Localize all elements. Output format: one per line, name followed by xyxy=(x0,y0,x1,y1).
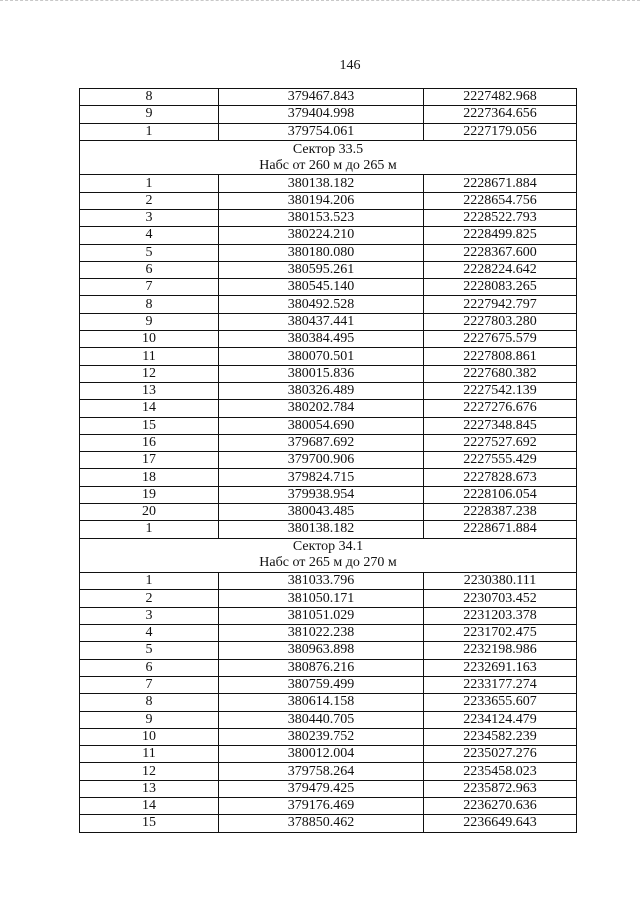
y-coordinate-cell: 2236270.636 xyxy=(424,797,577,814)
point-number-cell: 1 xyxy=(80,573,219,590)
point-number-cell: 18 xyxy=(80,469,219,486)
table-row xyxy=(80,417,577,434)
table-row xyxy=(80,279,577,296)
y-coordinate-cell: 2227675.579 xyxy=(424,331,577,348)
point-number-cell: 5 xyxy=(80,642,219,659)
x-coordinate-cell: 380492.528 xyxy=(219,296,424,313)
point-number-cell: 13 xyxy=(80,382,219,399)
x-coordinate-cell: 380015.836 xyxy=(219,365,424,382)
y-coordinate-cell: 2231203.378 xyxy=(424,607,577,624)
sector-header-row xyxy=(80,140,577,175)
point-number-cell: 1 xyxy=(80,521,219,538)
sector-elevation-range: Набс от 260 м до 265 м xyxy=(259,157,397,173)
point-number-cell: 10 xyxy=(80,331,219,348)
table-row xyxy=(80,711,577,728)
x-coordinate-cell: 381051.029 xyxy=(219,607,424,624)
point-number-cell: 8 xyxy=(80,89,219,106)
point-number-cell: 10 xyxy=(80,728,219,745)
table-row xyxy=(80,192,577,209)
sector-header-row xyxy=(80,538,577,573)
table-row xyxy=(80,244,577,261)
table-row xyxy=(80,642,577,659)
x-coordinate-cell: 381022.238 xyxy=(219,625,424,642)
y-coordinate-cell: 2227364.656 xyxy=(424,106,577,123)
x-coordinate-cell: 381033.796 xyxy=(219,573,424,590)
point-number-cell: 14 xyxy=(80,797,219,814)
point-number-cell: 9 xyxy=(80,711,219,728)
table-row xyxy=(80,175,577,192)
table-row xyxy=(80,815,577,832)
y-coordinate-cell: 2233655.607 xyxy=(424,694,577,711)
point-number-cell: 6 xyxy=(80,659,219,676)
y-coordinate-cell: 2227527.692 xyxy=(424,434,577,451)
point-number-cell: 13 xyxy=(80,780,219,797)
table-row xyxy=(80,400,577,417)
coordinates-table xyxy=(79,88,577,833)
y-coordinate-cell: 2227808.861 xyxy=(424,348,577,365)
point-number-cell: 11 xyxy=(80,348,219,365)
x-coordinate-cell: 380138.182 xyxy=(219,521,424,538)
point-number-cell: 11 xyxy=(80,746,219,763)
x-coordinate-cell: 379754.061 xyxy=(219,123,424,140)
point-number-cell: 3 xyxy=(80,209,219,226)
point-number-cell: 15 xyxy=(80,815,219,832)
scan-border xyxy=(0,0,640,3)
point-number-cell: 8 xyxy=(80,296,219,313)
y-coordinate-cell: 2228106.054 xyxy=(424,486,577,503)
x-coordinate-cell: 380224.210 xyxy=(219,227,424,244)
point-number-cell: 9 xyxy=(80,313,219,330)
table-row xyxy=(80,573,577,590)
y-coordinate-cell: 2228671.884 xyxy=(424,521,577,538)
y-coordinate-cell: 2235027.276 xyxy=(424,746,577,763)
y-coordinate-cell: 2233177.274 xyxy=(424,676,577,693)
table-row xyxy=(80,797,577,814)
table-row xyxy=(80,746,577,763)
point-number-cell: 6 xyxy=(80,261,219,278)
x-coordinate-cell: 380239.752 xyxy=(219,728,424,745)
table-row xyxy=(80,625,577,642)
table-row xyxy=(80,590,577,607)
x-coordinate-cell: 380043.485 xyxy=(219,504,424,521)
y-coordinate-cell: 2234124.479 xyxy=(424,711,577,728)
y-coordinate-cell: 2227348.845 xyxy=(424,417,577,434)
x-coordinate-cell: 380202.784 xyxy=(219,400,424,417)
y-coordinate-cell: 2228671.884 xyxy=(424,175,577,192)
x-coordinate-cell: 379176.469 xyxy=(219,797,424,814)
y-coordinate-cell: 2227555.429 xyxy=(424,452,577,469)
x-coordinate-cell: 379404.998 xyxy=(219,106,424,123)
sector-title: Сектор 33.5 xyxy=(292,141,364,157)
page-number: 146 xyxy=(339,58,361,73)
x-coordinate-cell: 380595.261 xyxy=(219,261,424,278)
y-coordinate-cell: 2231702.475 xyxy=(424,625,577,642)
x-coordinate-cell: 380440.705 xyxy=(219,711,424,728)
x-coordinate-cell: 380876.216 xyxy=(219,659,424,676)
x-coordinate-cell: 380437.441 xyxy=(219,313,424,330)
table-row xyxy=(80,331,577,348)
point-number-cell: 12 xyxy=(80,365,219,382)
y-coordinate-cell: 2228387.238 xyxy=(424,504,577,521)
point-number-cell: 12 xyxy=(80,763,219,780)
x-coordinate-cell: 380153.523 xyxy=(219,209,424,226)
table-row xyxy=(80,504,577,521)
y-coordinate-cell: 2232198.986 xyxy=(424,642,577,659)
x-coordinate-cell: 380180.080 xyxy=(219,244,424,261)
x-coordinate-cell: 380194.206 xyxy=(219,192,424,209)
point-number-cell: 7 xyxy=(80,676,219,693)
y-coordinate-cell: 2227179.056 xyxy=(424,123,577,140)
table-row xyxy=(80,659,577,676)
point-number-cell: 9 xyxy=(80,106,219,123)
x-coordinate-cell: 381050.171 xyxy=(219,590,424,607)
y-coordinate-cell: 2234582.239 xyxy=(424,728,577,745)
y-coordinate-cell: 2228522.793 xyxy=(424,209,577,226)
x-coordinate-cell: 378850.462 xyxy=(219,815,424,832)
table-row xyxy=(80,313,577,330)
table-row xyxy=(80,365,577,382)
table-row xyxy=(80,296,577,313)
y-coordinate-cell: 2227482.968 xyxy=(424,89,577,106)
x-coordinate-cell: 380070.501 xyxy=(219,348,424,365)
y-coordinate-cell: 2232691.163 xyxy=(424,659,577,676)
point-number-cell: 3 xyxy=(80,607,219,624)
y-coordinate-cell: 2230380.111 xyxy=(424,573,577,590)
x-coordinate-cell: 380012.004 xyxy=(219,746,424,763)
x-coordinate-cell: 380138.182 xyxy=(219,175,424,192)
point-number-cell: 17 xyxy=(80,452,219,469)
table-row xyxy=(80,89,577,106)
sector-elevation-range: Набс от 265 м до 270 м xyxy=(259,555,397,571)
x-coordinate-cell: 379700.906 xyxy=(219,452,424,469)
table-row xyxy=(80,607,577,624)
y-coordinate-cell: 2227803.280 xyxy=(424,313,577,330)
y-coordinate-cell: 2227680.382 xyxy=(424,365,577,382)
table-row xyxy=(80,123,577,140)
y-coordinate-cell: 2228224.642 xyxy=(424,261,577,278)
x-coordinate-cell: 380963.898 xyxy=(219,642,424,659)
point-number-cell: 8 xyxy=(80,694,219,711)
point-number-cell: 20 xyxy=(80,504,219,521)
x-coordinate-cell: 379479.425 xyxy=(219,780,424,797)
y-coordinate-cell: 2235872.963 xyxy=(424,780,577,797)
y-coordinate-cell: 2236649.643 xyxy=(424,815,577,832)
table-row xyxy=(80,469,577,486)
table-row xyxy=(80,261,577,278)
y-coordinate-cell: 2227276.676 xyxy=(424,400,577,417)
point-number-cell: 2 xyxy=(80,590,219,607)
y-coordinate-cell: 2227828.673 xyxy=(424,469,577,486)
y-coordinate-cell: 2228367.600 xyxy=(424,244,577,261)
table-row xyxy=(80,106,577,123)
point-number-cell: 4 xyxy=(80,625,219,642)
point-number-cell: 7 xyxy=(80,279,219,296)
x-coordinate-cell: 380614.158 xyxy=(219,694,424,711)
point-number-cell: 4 xyxy=(80,227,219,244)
point-number-cell: 15 xyxy=(80,417,219,434)
point-number-cell: 1 xyxy=(80,123,219,140)
table-row xyxy=(80,486,577,503)
table-row xyxy=(80,676,577,693)
x-coordinate-cell: 379938.954 xyxy=(219,486,424,503)
point-number-cell: 19 xyxy=(80,486,219,503)
x-coordinate-cell: 379758.264 xyxy=(219,763,424,780)
x-coordinate-cell: 380054.690 xyxy=(219,417,424,434)
table-row xyxy=(80,763,577,780)
y-coordinate-cell: 2230703.452 xyxy=(424,590,577,607)
y-coordinate-cell: 2227942.797 xyxy=(424,296,577,313)
table-row xyxy=(80,434,577,451)
sector-title: Сектор 34.1 xyxy=(292,539,364,555)
y-coordinate-cell: 2228499.825 xyxy=(424,227,577,244)
point-number-cell: 14 xyxy=(80,400,219,417)
table-row xyxy=(80,452,577,469)
sector-header-cell xyxy=(80,538,577,573)
x-coordinate-cell: 379824.715 xyxy=(219,469,424,486)
x-coordinate-cell: 380545.140 xyxy=(219,279,424,296)
y-coordinate-cell: 2227542.139 xyxy=(424,382,577,399)
point-number-cell: 16 xyxy=(80,434,219,451)
table-row xyxy=(80,728,577,745)
point-number-cell: 2 xyxy=(80,192,219,209)
y-coordinate-cell: 2235458.023 xyxy=(424,763,577,780)
coordinates-table-body xyxy=(80,89,577,833)
table-row xyxy=(80,348,577,365)
x-coordinate-cell: 380759.499 xyxy=(219,676,424,693)
table-row xyxy=(80,780,577,797)
y-coordinate-cell: 2228083.265 xyxy=(424,279,577,296)
point-number-cell: 5 xyxy=(80,244,219,261)
table-row xyxy=(80,227,577,244)
x-coordinate-cell: 380326.489 xyxy=(219,382,424,399)
point-number-cell: 1 xyxy=(80,175,219,192)
y-coordinate-cell: 2228654.756 xyxy=(424,192,577,209)
x-coordinate-cell: 379687.692 xyxy=(219,434,424,451)
table-row xyxy=(80,694,577,711)
x-coordinate-cell: 380384.495 xyxy=(219,331,424,348)
table-row xyxy=(80,382,577,399)
x-coordinate-cell: 379467.843 xyxy=(219,89,424,106)
table-row xyxy=(80,521,577,538)
sector-header-cell xyxy=(80,140,577,175)
table-row xyxy=(80,209,577,226)
